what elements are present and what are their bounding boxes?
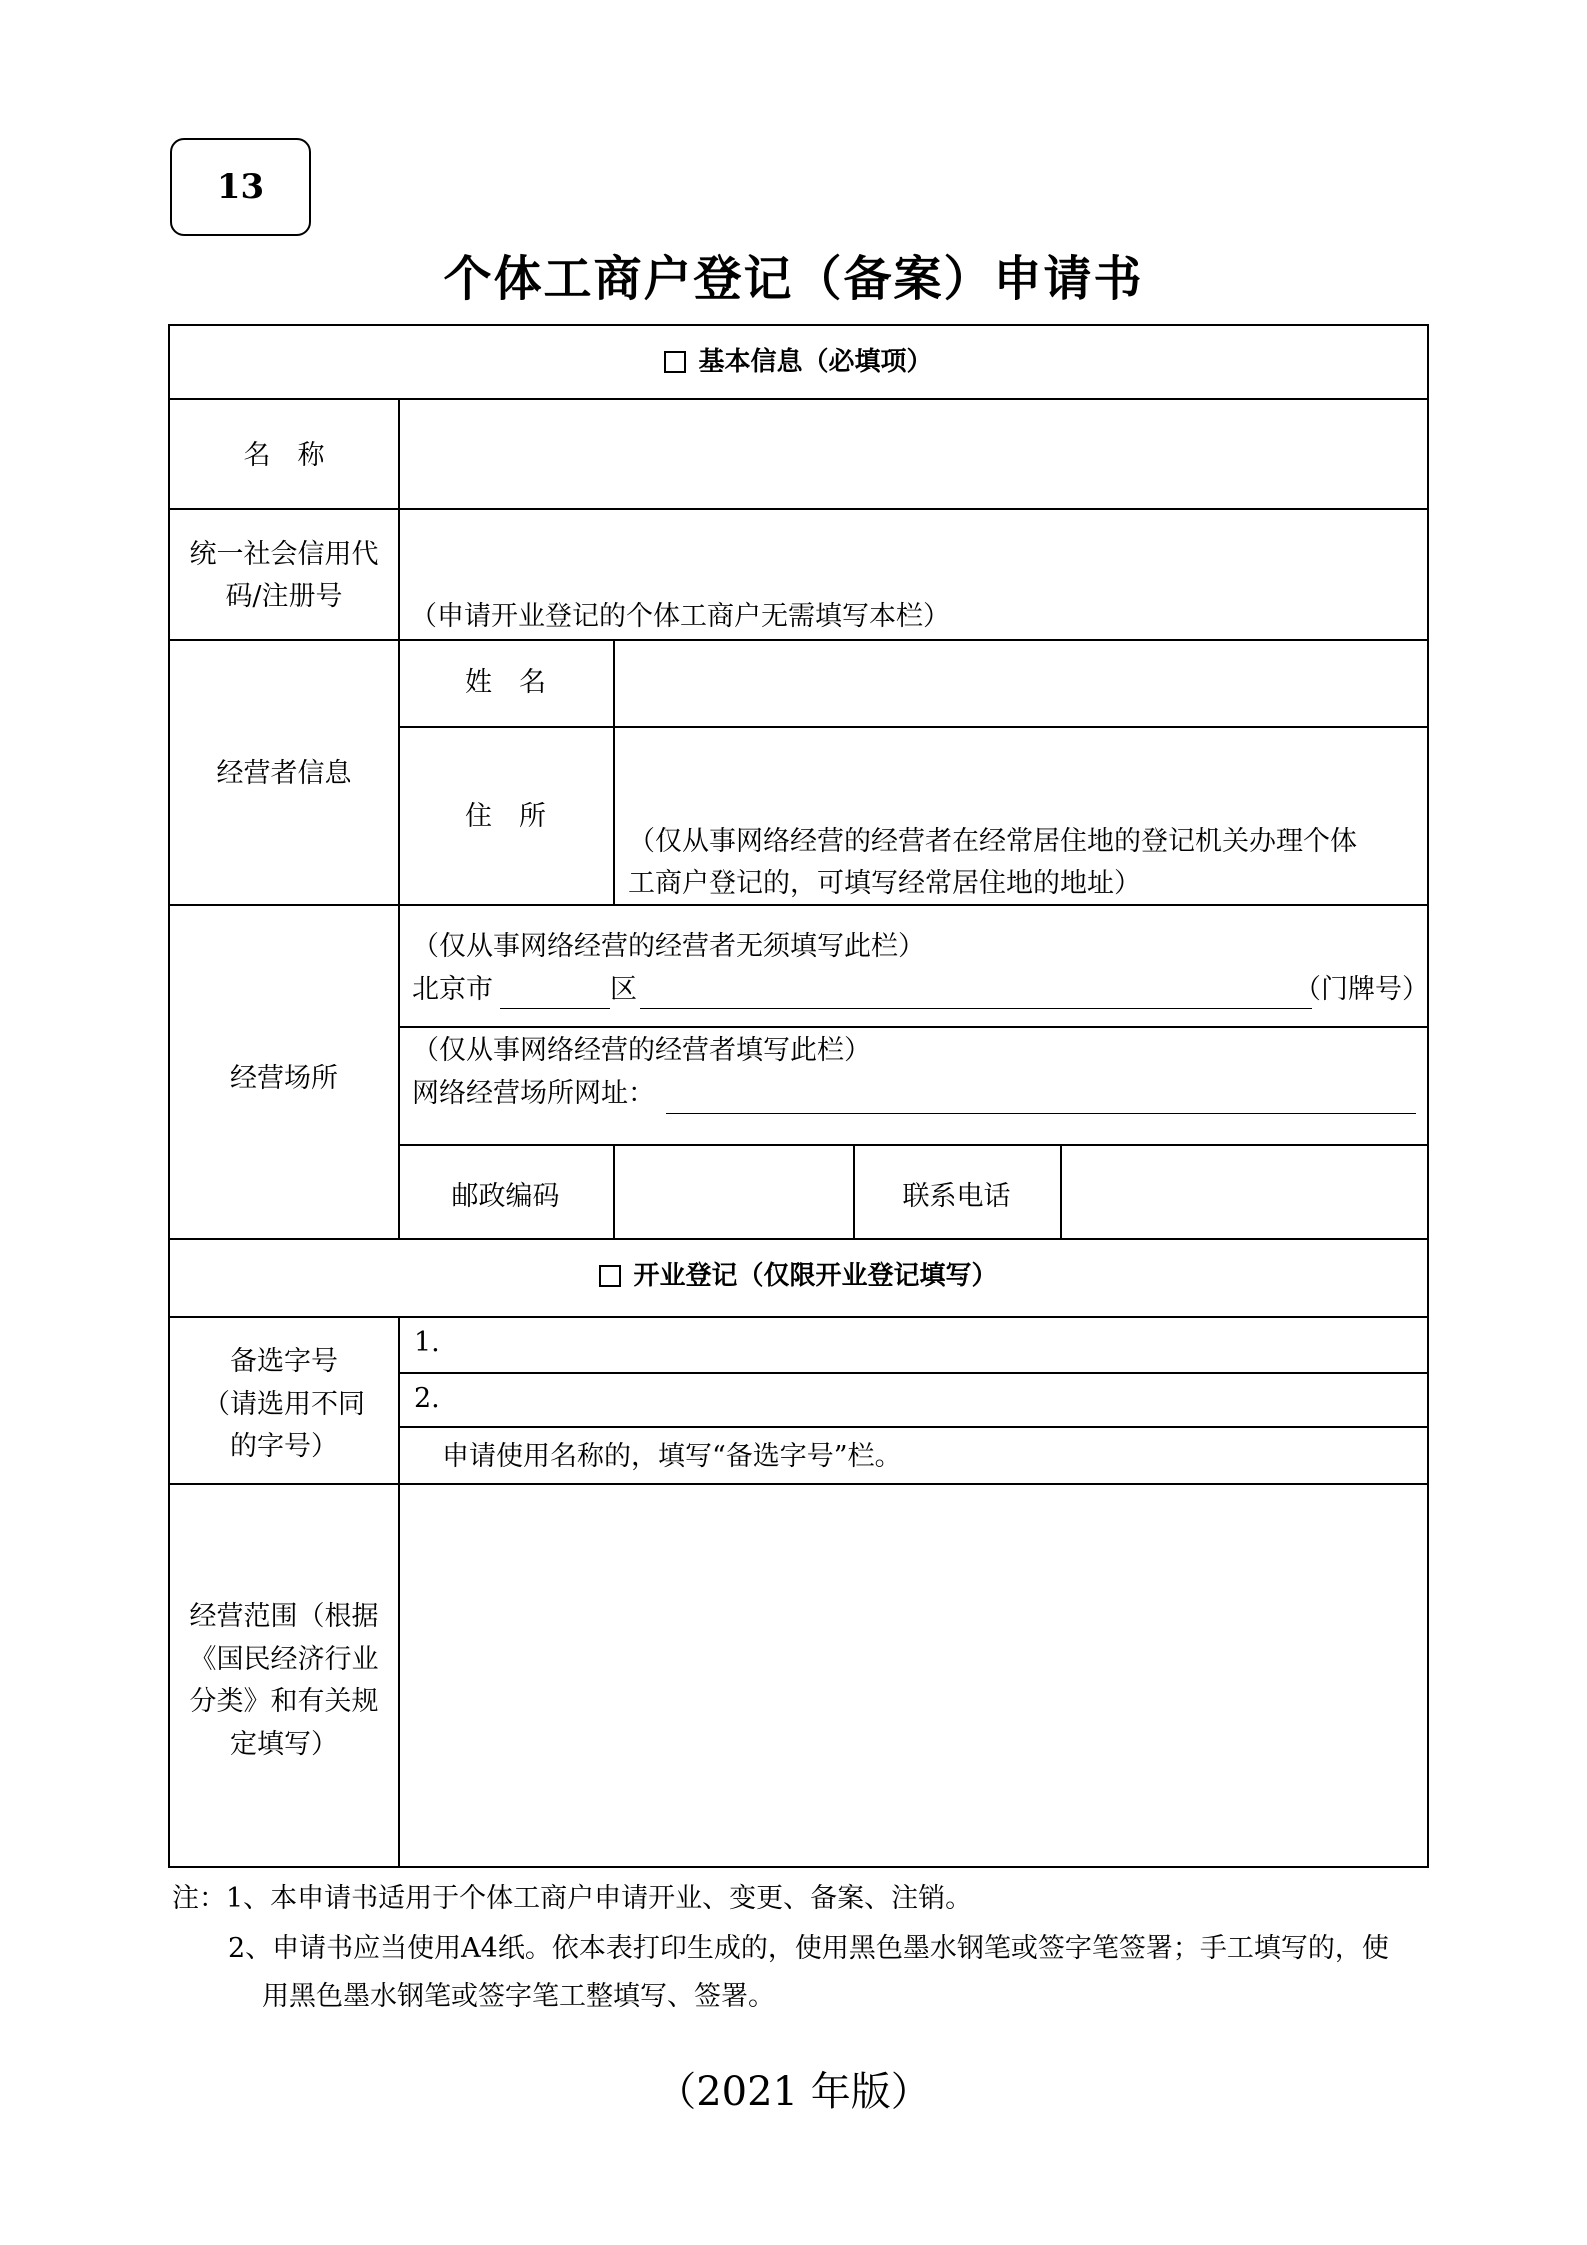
alt-name-1-label: 1.: [414, 1327, 440, 1358]
opening-registration-checkbox[interactable]: [599, 1265, 621, 1287]
city-label: 北京市: [412, 974, 493, 1005]
name-field[interactable]: [400, 400, 1427, 507]
phone-label: 联系电话: [902, 1181, 1011, 1212]
scope-label-line2: 《国民经济行业: [189, 1644, 379, 1675]
basic-info-heading: 基本信息（必填项）: [170, 342, 1427, 382]
operator-name-label: 姓 名: [465, 667, 546, 698]
alt-name-2-field[interactable]: [450, 1374, 1427, 1425]
note-2-line2: 用黑色墨水钢笔或签字笔工整填写、签署。: [262, 1981, 775, 2012]
alt-name-2-label: 2.: [414, 1383, 440, 1414]
postcode-label: 邮政编码: [451, 1181, 560, 1212]
edition-label: （2021 年版）: [656, 2069, 931, 2115]
scope-label-line1: 经营范围（根据: [189, 1601, 379, 1632]
alt-name-1-field[interactable]: [450, 1318, 1427, 1371]
online-url-input[interactable]: [666, 1113, 1416, 1114]
alt-names-label-line1: 备选字号: [230, 1346, 338, 1377]
alt-names-label-line3: 的字号）: [230, 1431, 338, 1462]
alt-names-hint: 申请使用名称的，填写“备选字号”栏。: [442, 1441, 902, 1472]
scope-label-line4: 定填写）: [230, 1729, 338, 1760]
note-2-line1: 2、申请书应当使用A4纸。依本表打印生成的，使用黑色墨水钢笔或签字笔签署；手工填写的，使: [228, 1933, 1389, 1964]
operator-name-field[interactable]: [615, 641, 1427, 725]
operator-address-label: 住 所: [465, 801, 546, 832]
operator-info-label: 经营者信息: [216, 758, 352, 789]
scope-label-line3: 分类》和有关规: [189, 1686, 379, 1717]
district-input[interactable]: [500, 1008, 610, 1009]
application-form-table: [168, 324, 1429, 1868]
premises-hint-online: （仅从事网络经营的经营者填写此栏）: [412, 1035, 871, 1066]
phone-field[interactable]: [1062, 1146, 1427, 1237]
operator-address-hint-line1: （仅从事网络经营的经营者在经常居住地的登记机关办理个体: [628, 826, 1357, 857]
premises-label: 经营场所: [230, 1063, 338, 1094]
name-label: 名 称: [243, 440, 325, 471]
basic-info-checkbox[interactable]: [664, 351, 686, 373]
uscc-label-line2: 码/注册号: [225, 581, 343, 612]
form-number-badge: [170, 138, 311, 236]
uscc-hint: （申请开业登记的个体工商户无需填写本栏）: [410, 601, 950, 632]
door-number-label: （门牌号）: [1294, 974, 1429, 1005]
page-title: 个体工商户登记（备案）申请书: [443, 251, 1144, 307]
uscc-label-line1: 统一社会信用代: [189, 539, 379, 570]
premises-hint-offline: （仅从事网络经营的经营者无须填写此栏）: [412, 931, 925, 962]
note-1: 注：1、本申请书适用于个体工商户申请开业、变更、备案、注销。: [172, 1883, 973, 1914]
business-scope-field[interactable]: [400, 1485, 1427, 1866]
online-url-label: 网络经营场所网址：: [412, 1078, 655, 1109]
operator-address-hint-line2: 工商户登记的，可填写经常居住地的地址）: [628, 868, 1141, 899]
form-number: 13: [216, 167, 265, 207]
postcode-field[interactable]: [615, 1146, 852, 1237]
opening-registration-heading: 开业登记（仅限开业登记填写）: [170, 1256, 1427, 1296]
street-address-input[interactable]: [640, 1008, 1312, 1009]
district-label: 区: [610, 974, 637, 1005]
alt-names-label-line2: （请选用不同: [203, 1389, 365, 1420]
